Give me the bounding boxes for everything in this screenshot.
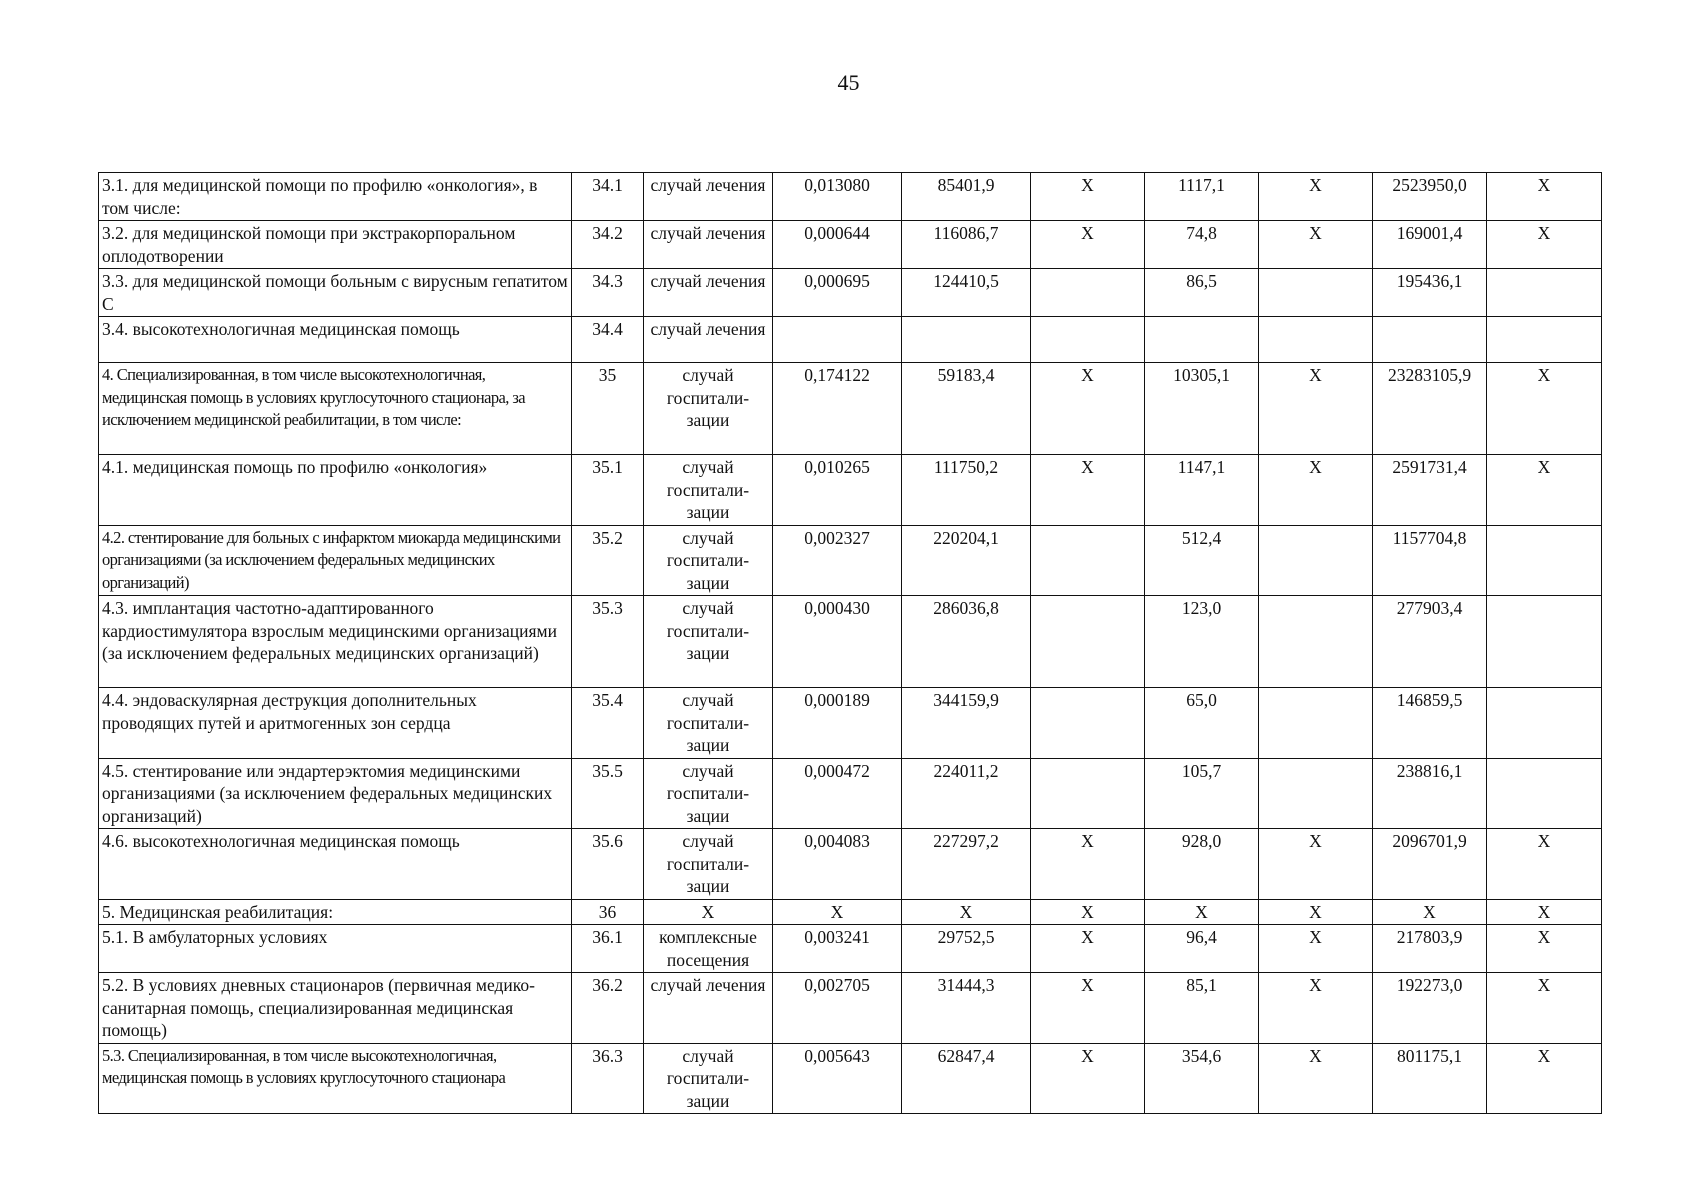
row-col9: 192273,0: [1373, 973, 1487, 1044]
table-row: [99, 363, 1602, 455]
row-col6: [1031, 596, 1145, 688]
row-col10: X: [1487, 173, 1602, 221]
row-cost: 31444,3: [902, 973, 1031, 1044]
row-norm: 0,000644: [773, 221, 902, 269]
row-col10: [1487, 317, 1602, 363]
row-cost: 286036,8: [902, 596, 1031, 688]
row-name: 5.3. Специализированная, в том числе высокотехнологичная, медицинская помощь в условиях круглосуточного стационара: [99, 1043, 572, 1114]
row-code: 36.3: [572, 1043, 644, 1114]
row-col7: [1145, 317, 1259, 363]
row-unit: случай госпитали-зации: [644, 525, 773, 596]
table-row: [99, 973, 1602, 1044]
row-col7: 85,1: [1145, 973, 1259, 1044]
row-cost: 220204,1: [902, 525, 1031, 596]
row-col6: [1031, 758, 1145, 829]
row-col7: 1147,1: [1145, 455, 1259, 526]
row-col9: 2096701,9: [1373, 829, 1487, 900]
row-col8: [1259, 688, 1373, 759]
table-row: [99, 455, 1602, 526]
row-col6: X: [1031, 899, 1145, 925]
row-cost: 62847,4: [902, 1043, 1031, 1114]
table-row: [99, 1043, 1602, 1114]
row-unit: случай госпитали-зации: [644, 688, 773, 759]
row-col9: X: [1373, 899, 1487, 925]
table-row: [99, 317, 1602, 363]
row-name: 3.3. для медицинской помощи больным с вирусным гепатитом С: [99, 269, 572, 317]
row-unit: случай госпитали-зации: [644, 758, 773, 829]
row-col8: [1259, 596, 1373, 688]
row-col6: X: [1031, 973, 1145, 1044]
row-code: 34.3: [572, 269, 644, 317]
row-norm: 0,004083: [773, 829, 902, 900]
row-cost: 29752,5: [902, 925, 1031, 973]
row-col10: X: [1487, 973, 1602, 1044]
row-col10: X: [1487, 221, 1602, 269]
row-code: 36.2: [572, 973, 644, 1044]
row-col10: [1487, 758, 1602, 829]
row-col8: [1259, 269, 1373, 317]
row-col7: 96,4: [1145, 925, 1259, 973]
row-cost: 59183,4: [902, 363, 1031, 455]
row-unit: случай лечения: [644, 221, 773, 269]
row-col6: X: [1031, 1043, 1145, 1114]
row-col10: X: [1487, 1043, 1602, 1114]
data-table: [98, 172, 1602, 1114]
row-col10: [1487, 688, 1602, 759]
row-col10: X: [1487, 455, 1602, 526]
table-row: [99, 173, 1602, 221]
row-col7: 10305,1: [1145, 363, 1259, 455]
row-code: 36.1: [572, 925, 644, 973]
row-unit: случай лечения: [644, 269, 773, 317]
row-unit: X: [644, 899, 773, 925]
row-norm: 0,002705: [773, 973, 902, 1044]
row-cost: [902, 317, 1031, 363]
table-row: [99, 221, 1602, 269]
row-unit: случай госпитали-зации: [644, 1043, 773, 1114]
row-name: 4.3. имплантация частотно-адаптированного кардиостимулятора взрослым медицинскими организациями (за исключением федеральных медицинских организаций): [99, 596, 572, 688]
row-cost: 124410,5: [902, 269, 1031, 317]
row-col8: [1259, 525, 1373, 596]
row-col9: 195436,1: [1373, 269, 1487, 317]
row-name: 3.2. для медицинской помощи при экстракорпоральном оплодотворении: [99, 221, 572, 269]
row-unit: случай госпитали-зации: [644, 455, 773, 526]
row-cost: 85401,9: [902, 173, 1031, 221]
row-unit: случай лечения: [644, 173, 773, 221]
row-col10: X: [1487, 899, 1602, 925]
row-name: 5.2. В условиях дневных стационаров (первичная медико-санитарная помощь, специализированная медицинская помощь): [99, 973, 572, 1044]
row-col9: 146859,5: [1373, 688, 1487, 759]
row-unit: случай госпитали-зации: [644, 829, 773, 900]
row-col8: X: [1259, 973, 1373, 1044]
row-col9: 217803,9: [1373, 925, 1487, 973]
row-unit: случай госпитали-зации: [644, 596, 773, 688]
row-cost: 344159,9: [902, 688, 1031, 759]
row-cost: 224011,2: [902, 758, 1031, 829]
row-col10: X: [1487, 363, 1602, 455]
row-name: 5. Медицинская реабилитация:: [99, 899, 572, 925]
row-col6: X: [1031, 829, 1145, 900]
page-number: 45: [837, 70, 860, 95]
row-code: 35: [572, 363, 644, 455]
row-name: 4.4. эндоваскулярная деструкция дополнительных проводящих путей и аритмогенных зон сердца: [99, 688, 572, 759]
row-col6: X: [1031, 455, 1145, 526]
row-col6: X: [1031, 363, 1145, 455]
row-norm: 0,000430: [773, 596, 902, 688]
row-col8: X: [1259, 925, 1373, 973]
table-row: [99, 269, 1602, 317]
row-code: 35.2: [572, 525, 644, 596]
row-col7: 74,8: [1145, 221, 1259, 269]
table-row: [99, 525, 1602, 596]
row-col7: 354,6: [1145, 1043, 1259, 1114]
row-col7: 105,7: [1145, 758, 1259, 829]
row-col8: X: [1259, 899, 1373, 925]
row-col6: [1031, 688, 1145, 759]
row-name: 4.1. медицинская помощь по профилю «онкология»: [99, 455, 572, 526]
row-cost: X: [902, 899, 1031, 925]
row-norm: 0,010265: [773, 455, 902, 526]
row-col10: [1487, 596, 1602, 688]
row-name: 4. Специализированная, в том числе высокотехнологичная, медицинская помощь в условиях круглосуточного стационара, за исключением медицинской реабилитации, в том числе:: [99, 363, 572, 455]
row-col9: 169001,4: [1373, 221, 1487, 269]
row-code: 34.2: [572, 221, 644, 269]
row-col10: X: [1487, 925, 1602, 973]
row-name: 3.1. для медицинской помощи по профилю «онкология», в том числе:: [99, 173, 572, 221]
row-name: 5.1. В амбулаторных условиях: [99, 925, 572, 973]
row-col6: [1031, 269, 1145, 317]
row-unit: комплексные посещения: [644, 925, 773, 973]
row-norm: 0,000189: [773, 688, 902, 759]
row-col9: 1157704,8: [1373, 525, 1487, 596]
row-col6: [1031, 525, 1145, 596]
row-norm: 0,000472: [773, 758, 902, 829]
row-code: 36: [572, 899, 644, 925]
row-cost: 227297,2: [902, 829, 1031, 900]
row-norm: X: [773, 899, 902, 925]
row-col7: 928,0: [1145, 829, 1259, 900]
table-row: [99, 829, 1602, 900]
row-code: 35.4: [572, 688, 644, 759]
row-norm: 0,003241: [773, 925, 902, 973]
row-unit: случай лечения: [644, 973, 773, 1044]
row-col6: X: [1031, 221, 1145, 269]
row-col9: 2591731,4: [1373, 455, 1487, 526]
row-col8: X: [1259, 829, 1373, 900]
row-norm: [773, 317, 902, 363]
table-row: [99, 899, 1602, 925]
row-col9: 238816,1: [1373, 758, 1487, 829]
table-row: [99, 688, 1602, 759]
row-col10: [1487, 525, 1602, 596]
row-col9: 2523950,0: [1373, 173, 1487, 221]
row-col6: [1031, 317, 1145, 363]
row-norm: 0,174122: [773, 363, 902, 455]
row-col8: X: [1259, 1043, 1373, 1114]
row-norm: 0,005643: [773, 1043, 902, 1114]
row-col10: [1487, 269, 1602, 317]
row-code: 35.5: [572, 758, 644, 829]
row-col7: X: [1145, 899, 1259, 925]
row-col7: 65,0: [1145, 688, 1259, 759]
row-col6: X: [1031, 173, 1145, 221]
row-code: 34.4: [572, 317, 644, 363]
row-col9: 23283105,9: [1373, 363, 1487, 455]
row-col8: [1259, 317, 1373, 363]
row-cost: 116086,7: [902, 221, 1031, 269]
row-col9: 277903,4: [1373, 596, 1487, 688]
row-unit: случай госпитали-зации: [644, 363, 773, 455]
row-cost: 111750,2: [902, 455, 1031, 526]
row-col10: X: [1487, 829, 1602, 900]
row-unit: случай лечения: [644, 317, 773, 363]
row-code: 35.1: [572, 455, 644, 526]
row-col7: 1117,1: [1145, 173, 1259, 221]
row-col8: X: [1259, 455, 1373, 526]
row-name: 4.5. стентирование или эндартерэктомия медицинскими организациями (за исключением федеральных медицинских организаций): [99, 758, 572, 829]
row-name: 3.4. высокотехнологичная медицинская помощь: [99, 317, 572, 363]
row-col6: X: [1031, 925, 1145, 973]
row-col7: 86,5: [1145, 269, 1259, 317]
row-name: 4.6. высокотехнологичная медицинская помощь: [99, 829, 572, 900]
row-norm: 0,000695: [773, 269, 902, 317]
row-col8: X: [1259, 173, 1373, 221]
row-code: 35.6: [572, 829, 644, 900]
row-col7: 123,0: [1145, 596, 1259, 688]
row-code: 35.3: [572, 596, 644, 688]
row-col8: X: [1259, 363, 1373, 455]
row-norm: 0,013080: [773, 173, 902, 221]
table-row: [99, 758, 1602, 829]
row-col8: X: [1259, 221, 1373, 269]
row-col7: 512,4: [1145, 525, 1259, 596]
row-col9: 801175,1: [1373, 1043, 1487, 1114]
table-row: [99, 925, 1602, 973]
row-col9: [1373, 317, 1487, 363]
row-col8: [1259, 758, 1373, 829]
table-row: [99, 596, 1602, 688]
row-code: 34.1: [572, 173, 644, 221]
row-norm: 0,002327: [773, 525, 902, 596]
row-name: 4.2. стентирование для больных с инфарктом миокарда медицинскими организациями (за исключением федеральных медицинских организаций): [99, 525, 572, 596]
